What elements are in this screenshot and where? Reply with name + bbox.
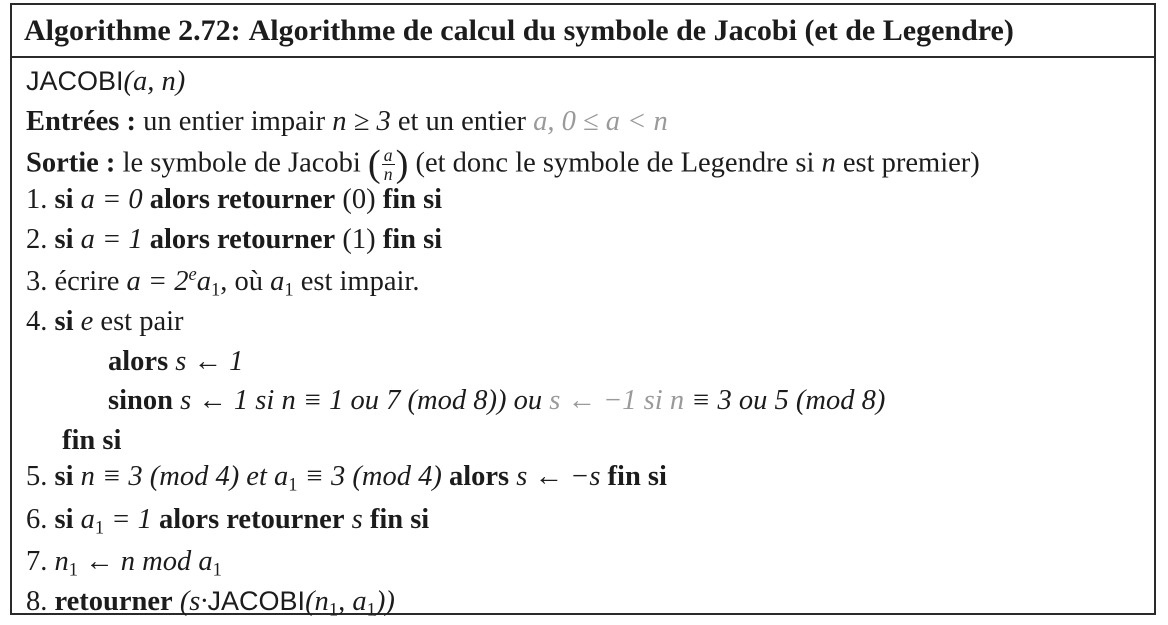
step-5-number: 5.	[26, 461, 48, 492]
step-5-cond-2: ≡ 3 (mod 4)	[304, 461, 442, 492]
step-7-lhs-sub: 1	[68, 559, 79, 581]
step-2-then: alors retourner	[149, 224, 336, 255]
step-8-args-2: , a	[338, 586, 367, 617]
signature-line	[26, 68, 185, 97]
function-args: (a, n)	[123, 66, 186, 97]
step-3-lhs: a = 2	[126, 266, 189, 298]
step-4-number: 4.	[26, 306, 48, 337]
step-5-expr: s ← −s	[516, 461, 601, 492]
step-3-text-3: est impair.	[300, 266, 420, 298]
step-8-open: (s·	[179, 586, 208, 617]
step-6-cond: = 1	[111, 504, 152, 535]
step-3-var: a	[270, 266, 285, 298]
step-7	[26, 548, 222, 580]
step-7-number: 7.	[26, 546, 48, 577]
algorithm-header	[12, 5, 1154, 58]
step-8-args-sub-1: 1	[328, 599, 339, 621]
inputs-line	[26, 108, 668, 137]
jacobi-fraction	[382, 146, 395, 184]
step-5	[26, 463, 667, 495]
inputs-text-2: et un entier	[397, 106, 527, 137]
step-6-sub: 1	[94, 517, 105, 539]
step-8-args-sub-2: 1	[366, 599, 376, 621]
step-6-end: fin si	[369, 504, 430, 535]
step-8-return: retourner	[54, 586, 173, 617]
step-3-var-sub: 1	[284, 279, 294, 301]
fraction-denominator: n	[383, 164, 393, 185]
step-4-end-keyword: fin si	[62, 425, 122, 456]
inputs-math-1: n ≥ 3	[332, 106, 391, 137]
step-1-end: fin si	[382, 184, 443, 215]
step-3-rhs-sub: 1	[210, 279, 221, 301]
output-label: Sortie :	[26, 147, 116, 179]
step-4-else-expr-3: ≡ 3 ou 5 (mod 8)	[691, 385, 886, 416]
output-var: n	[821, 147, 836, 179]
step-5-then: alors	[448, 461, 510, 492]
step-3-number: 3.	[26, 266, 48, 298]
step-1-if: si	[54, 184, 74, 215]
step-4-else-expr-2: s ← −1 si n	[549, 385, 685, 416]
output-text-3: est premier)	[842, 147, 980, 179]
step-8-args-1: (n	[305, 586, 329, 617]
algorithm-number: Algorithme 2.72:	[24, 13, 241, 47]
step-3-text-1: écrire	[54, 266, 120, 298]
step-8-number: 8.	[26, 586, 48, 617]
step-4-then-line	[108, 348, 243, 377]
step-3-rhs-var: a	[196, 266, 211, 298]
algorithm-box	[10, 3, 1156, 621]
fraction-numerator: a	[383, 144, 393, 165]
step-4-text: est pair	[100, 306, 184, 337]
step-4-else-expr-1: s ← 1 si n ≡ 1 ou 7 (mod 8)) ou	[180, 385, 543, 416]
step-2	[26, 226, 442, 255]
step-7-rhs-var: a	[198, 546, 213, 577]
step-3-text-2: , où	[220, 266, 263, 298]
step-2-number: 2.	[26, 224, 48, 255]
step-1-condition: a = 0	[80, 184, 143, 215]
step-4-then-keyword: alors	[108, 346, 169, 377]
step-6	[26, 506, 429, 538]
step-6-value: s	[351, 504, 363, 535]
inputs-label: Entrées :	[26, 106, 137, 137]
step-8-function: JACOBI	[207, 586, 306, 616]
step-5-end: fin si	[607, 461, 667, 492]
step-3	[26, 266, 419, 300]
algorithm-title: Algorithme de calcul du symbole de Jacobi (et de Legendre)	[248, 13, 1014, 47]
inputs-math-2: a, 0 ≤ a < n	[533, 106, 668, 137]
step-4-if: si	[54, 306, 74, 337]
step-6-number: 6.	[26, 504, 48, 535]
step-4-var: e	[80, 306, 94, 337]
step-5-cond-sub: 1	[288, 474, 298, 496]
step-8	[26, 588, 395, 620]
step-8-close: ))	[375, 586, 395, 617]
step-4-then-expr: s ← 1	[175, 346, 244, 377]
step-4-else-line	[108, 387, 885, 416]
step-1-value: (0)	[342, 184, 376, 215]
step-2-condition: a = 1	[80, 224, 143, 255]
step-2-if: si	[54, 224, 74, 255]
step-5-if: si	[54, 461, 74, 492]
step-4-else-keyword: sinon	[108, 385, 173, 416]
step-4	[26, 308, 184, 337]
step-1-number: 1.	[26, 184, 48, 215]
step-6-if: si	[54, 504, 74, 535]
step-2-value: (1)	[342, 224, 376, 255]
function-name: JACOBI	[26, 66, 124, 96]
step-5-cond-var: a	[274, 461, 289, 492]
step-7-lhs-var: n	[54, 546, 69, 577]
step-7-expr: ← n mod	[85, 546, 192, 577]
step-1	[26, 186, 442, 215]
output-text-1: le symbole de Jacobi	[122, 147, 361, 179]
inputs-text-1: un entier impair	[143, 106, 326, 137]
step-5-cond-1: n ≡ 3 (mod 4) et	[80, 461, 267, 492]
step-2-end: fin si	[382, 224, 443, 255]
step-7-rhs-sub: 1	[212, 559, 222, 581]
output-line: Sortie : le symbole de Jacobi ( $\frac{a}{n}$ ) (et donc le symbole de Legendre si n est premier)	[26, 143, 980, 185]
step-6-var: a	[80, 504, 95, 535]
step-4-end-line	[62, 427, 121, 456]
output-text-2: (et donc le symbole de Legendre si	[415, 147, 815, 179]
step-3-exponent: e	[188, 264, 197, 285]
step-1-then: alors retourner	[149, 184, 336, 215]
step-6-then: alors retourner	[159, 504, 345, 535]
